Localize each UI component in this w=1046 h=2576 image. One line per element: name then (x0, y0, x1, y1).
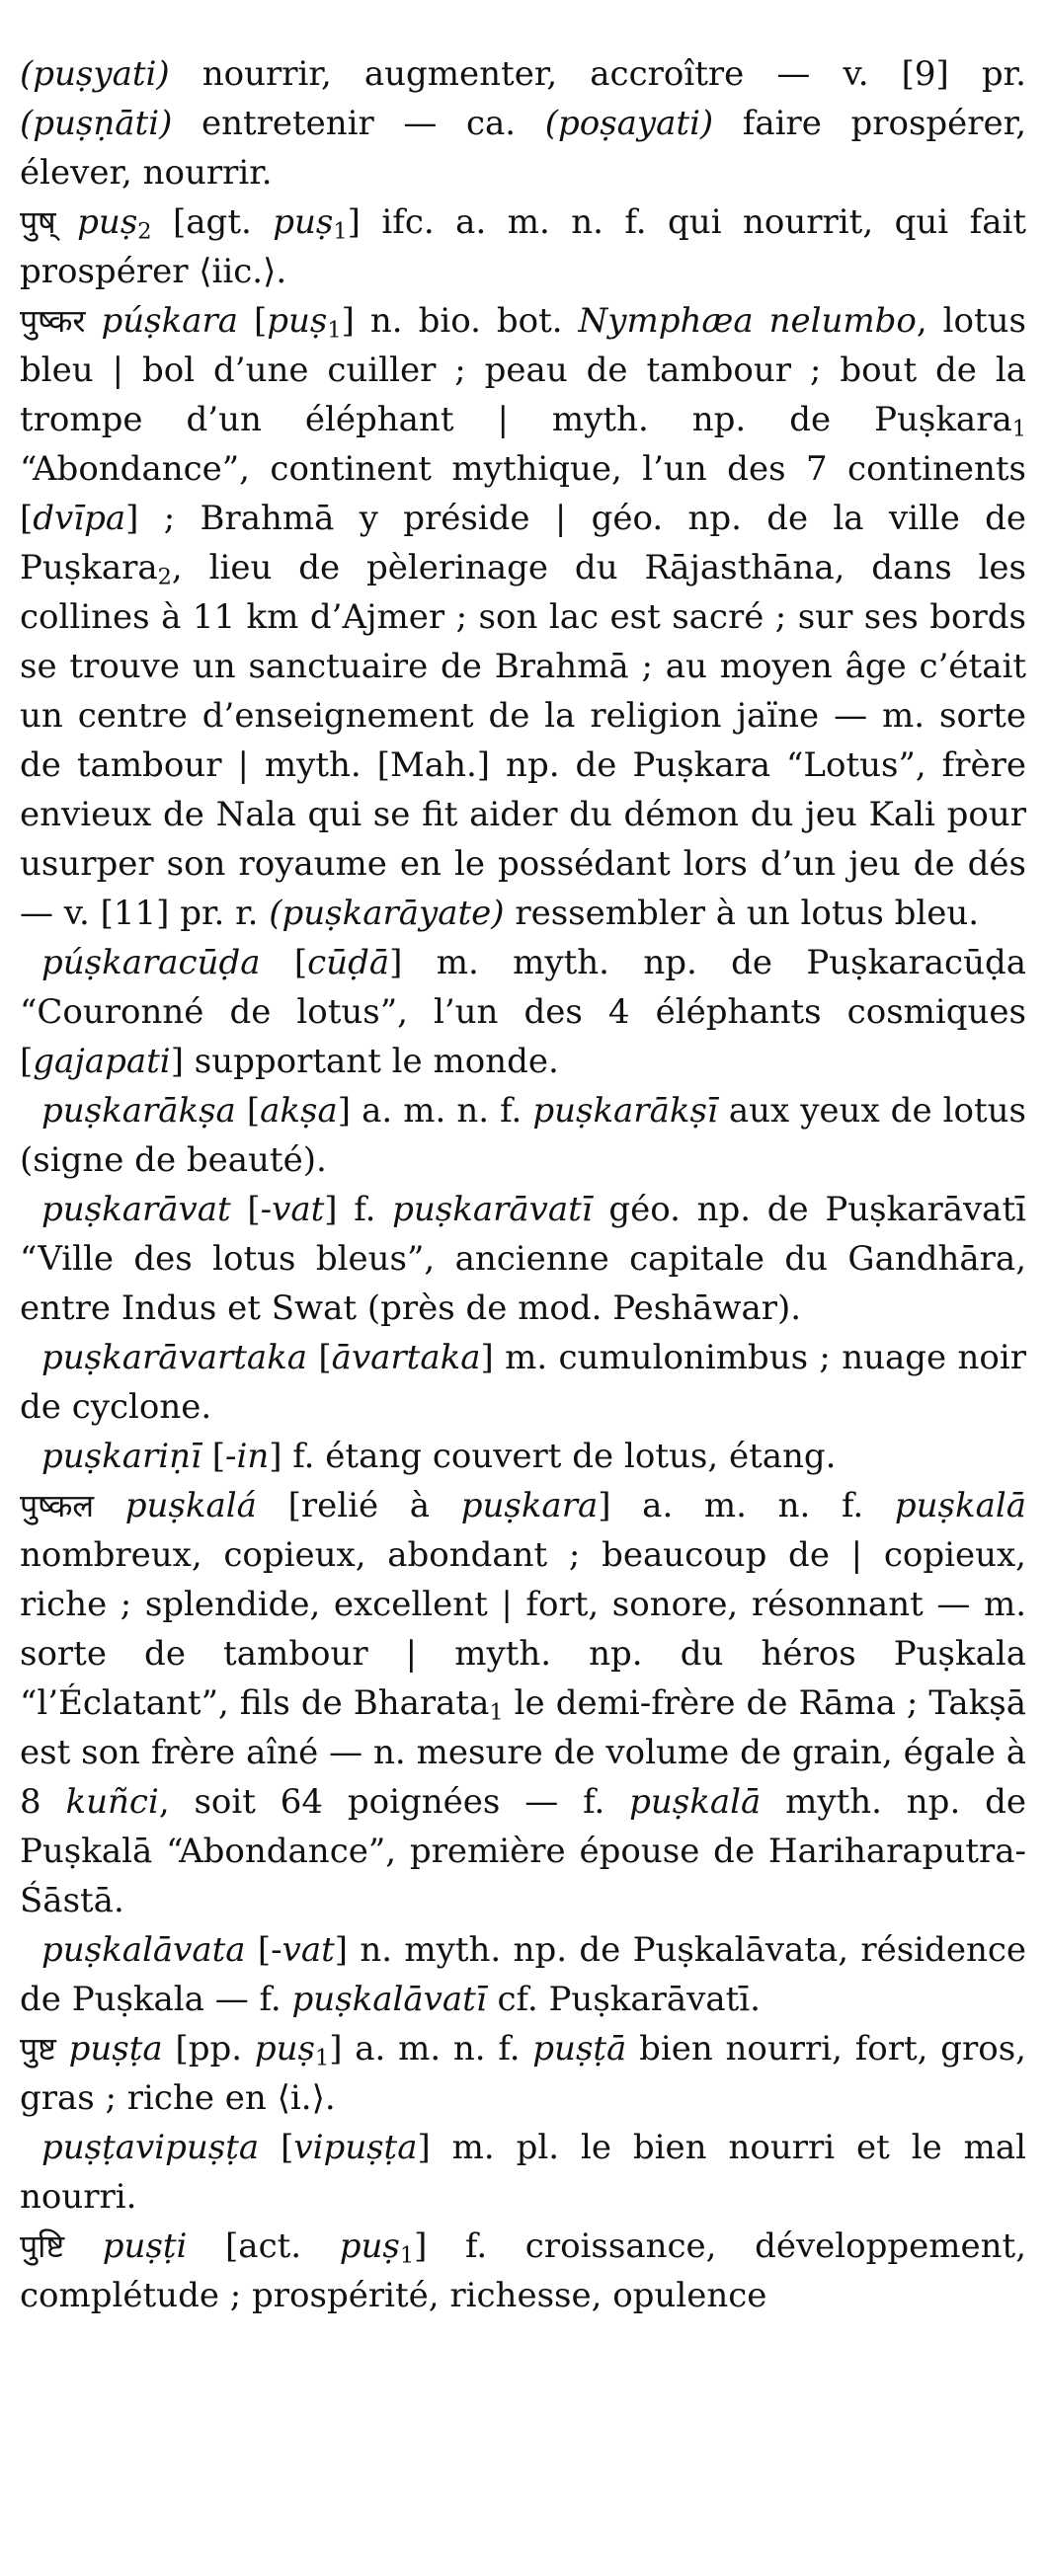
body-text: bien nourri, fort, gros, gras ; riche en ⟨i.⟩. (20, 2029, 1026, 2118)
subentry-puskaravat (20, 1185, 1026, 1333)
italic-text: puṣkarākṣa (41, 1091, 236, 1131)
body-text: nourrir, augmenter, accroître — v. [9] pr. (169, 54, 1026, 94)
entry-pusta (20, 2024, 1026, 2123)
italic-text: puṣ (273, 202, 334, 242)
italic-text: puṣṭavipuṣṭa (41, 2128, 260, 2167)
body-text: , lotus bleu | bol d’une cuiller ; peau de tambour ; bout de la trompe d’un éléphant | myth. np. de Puṣkara (20, 301, 1027, 439)
devanagari-headword: पुष्टि (20, 2227, 65, 2265)
body-text: ] f. croissance, développement, complétude ; prospérité, richesse, opulence (20, 2226, 1027, 2315)
body-text: nombreux, copieux, abondant ; beaucoup de | copieux, riche ; splendide, excellent | fort, sonore, résonnant — m. sorte de tambour | myth. np. du héros Puṣkala “l’Éclatant”, fils de Bharata (20, 1535, 1026, 1723)
body-text: ] m. pl. le bien nourri et le mal nourri. (20, 2128, 1027, 2217)
body-text: [relié à (256, 1486, 461, 1525)
italic-text: in (236, 1437, 270, 1476)
italic-text: (puṣyati) (20, 54, 170, 94)
italic-text: cūḍā (307, 943, 390, 982)
italic-text: puṣkalā (629, 1782, 762, 1822)
italic-text: puṣkara (460, 1486, 599, 1525)
entry-pus2 (20, 197, 1026, 296)
italic-text: (puṣkarāyate) (269, 894, 505, 933)
body-text (86, 301, 102, 341)
italic-text: púṣkaracūḍa (41, 943, 261, 982)
body-text: géo. np. de Puṣkarāvatī “Ville des lotus bleus”, ancienne capitale du Gandhāra, entre Indus et Swat (près de mod. Peshāwar). (20, 1190, 1026, 1328)
subscript-index: 1 (489, 1699, 504, 1726)
devanagari-headword: पुष्कर (20, 302, 86, 340)
italic-text: (puṣṇāti) (20, 104, 173, 143)
body-text: le demi-frère de Rāma ; Takṣā est son frère aîné — n. mesure de volume de grain, égale à 8 (20, 1683, 1027, 1822)
subentry-pustavipusta (20, 2123, 1026, 2222)
body-text: [act. (187, 2226, 340, 2266)
italic-text: puṣṭi (102, 2226, 188, 2266)
entry-puskara (20, 296, 1026, 938)
body-text: [ (259, 2128, 294, 2167)
italic-text: puṣkariṇī (41, 1437, 201, 1476)
entry-pusyati-continuation (20, 49, 1026, 197)
italic-text: āvartaka (331, 1338, 481, 1377)
body-text: ] n. myth. np. de Puṣkalāvata, résidence de Puṣkala — f. (20, 1930, 1027, 2019)
body-text: “Abondance”, continent mythique, l’un des 7 continents [ (20, 449, 1026, 538)
body-text: ] a. m. n. f. (337, 1091, 533, 1131)
italic-text: vat (282, 1930, 335, 1970)
italic-text: puṣkalá (124, 1486, 257, 1525)
body-text: ] ; Brahmā y préside | géo. np. de la ville de Puṣkara (20, 499, 1026, 587)
italic-text: puṣkarāvartaka (41, 1338, 308, 1377)
italic-text: puṣkalā (894, 1486, 1026, 1525)
italic-text: (poṣayati) (544, 104, 714, 143)
italic-text: gajapati (33, 1042, 171, 1081)
body-text: faire prospérer, élever, nourrir. (20, 104, 1026, 193)
body-text: ] a. m. n. f. (329, 2029, 533, 2069)
italic-text: puṣ (267, 301, 328, 341)
body-text: ] ifc. a. m. n. f. qui nourrit, qui fait prospérer ⟨iic.⟩. (20, 202, 1026, 291)
devanagari-headword: पुष्ट (20, 2030, 56, 2068)
subentry-puskalavata (20, 1925, 1026, 2024)
body-text: ] a. m. n. f. (598, 1486, 895, 1525)
body-text (56, 2029, 69, 2069)
body-text: [pp. (162, 2029, 255, 2069)
entry-pusti (20, 2222, 1026, 2320)
body-text: [ (307, 1338, 332, 1377)
body-text: ] f. étang couvert de lotus, étang. (269, 1437, 837, 1476)
body-text: ] supportant le monde. (170, 1042, 559, 1081)
italic-text: puṣkarāvatī (392, 1190, 593, 1229)
body-text (94, 1486, 125, 1525)
italic-text: puṣ (77, 202, 138, 242)
body-text: cf. Puṣkarāvatī. (486, 1980, 761, 2019)
devanagari-headword: पुष्कल (20, 1487, 95, 1524)
body-text: ] m. cumulonimbus ; nuage noir de cyclone. (20, 1338, 1026, 1427)
subentry-puskaravartaka (20, 1333, 1026, 1432)
subscript-index: 2 (157, 564, 172, 590)
body-text: ] f. (324, 1190, 393, 1229)
body-text: ] m. myth. np. de Puṣkaracūḍa “Couronné de lotus”, l’un des 4 éléphants cosmiques [ (20, 943, 1026, 1081)
devanagari-headword: पुष् (20, 203, 56, 241)
body-text: [- (201, 1437, 237, 1476)
subscript-index: 1 (327, 317, 342, 344)
entry-puskala (20, 1481, 1026, 1925)
body-text: , lieu de pèlerinage du Rājasthāna, dans les collines à 11 km d’Ajmer ; son lac est sacré ; sur ses bords se trouve un sanctuaire de Brahmā ; au moyen âge c’était un centre d’enseignement de la religion jaïne — m. sorte de tambour | myth. [Mah.] np. de Puṣkara “Lotus”, frère envieux de Nala qui se fit aider du démon du jeu Kali pour usurper son royaume en le possédant lors d’un jeu de dés — v. [11] pr. r. (20, 548, 1026, 933)
italic-text: kuñci (65, 1782, 159, 1822)
italic-text: puṣkarāvat (41, 1190, 231, 1229)
body-text: , soit 64 poignées — f. (158, 1782, 630, 1822)
body-text: ressembler à un lotus bleu. (504, 894, 980, 933)
body-text: [ (235, 1091, 261, 1131)
italic-text: puṣ (339, 2226, 400, 2266)
subentry-puskaracuda (20, 938, 1026, 1086)
italic-text: puṣṭā (532, 2029, 627, 2069)
italic-text: puṣṭa (68, 2029, 163, 2069)
italic-text: akṣa (260, 1091, 338, 1131)
italic-text: púṣkara (101, 301, 238, 341)
body-text: [agt. (151, 202, 274, 242)
italic-text: vat (272, 1190, 325, 1229)
body-text (56, 202, 77, 242)
body-text: ] n. bio. bot. (341, 301, 579, 341)
subscript-index: 1 (314, 2045, 330, 2071)
body-text: [ (238, 301, 268, 341)
subscript-index: 1 (399, 2242, 415, 2269)
italic-text: puṣkalāvatī (291, 1980, 487, 2019)
subscript-index: 1 (1011, 416, 1026, 442)
italic-text: puṣ (254, 2029, 315, 2069)
subentry-puskarini (20, 1432, 1026, 1481)
italic-text: puṣkalāvata (41, 1930, 246, 1970)
body-text: [- (245, 1930, 282, 1970)
body-text: [ (260, 943, 308, 982)
italic-text: dvīpa (33, 499, 126, 538)
italic-text: puṣkarākṣī (532, 1091, 718, 1131)
subscript-index: 1 (333, 218, 348, 245)
subentry-puskaraksa (20, 1086, 1026, 1185)
subscript-index: 2 (137, 218, 152, 245)
body-text: entretenir — ca. (172, 104, 545, 143)
body-text: [- (230, 1190, 273, 1229)
body-text: myth. np. de Puṣkalā “Abondance”, première épouse de Hariharaputra-Śāstā. (20, 1782, 1026, 1920)
italic-text: Nymphæa nelumbo (578, 301, 917, 341)
body-text (64, 2226, 103, 2266)
italic-text: vipuṣṭa (293, 2128, 418, 2167)
body-text: aux yeux de lotus (signe de beauté). (20, 1091, 1026, 1180)
